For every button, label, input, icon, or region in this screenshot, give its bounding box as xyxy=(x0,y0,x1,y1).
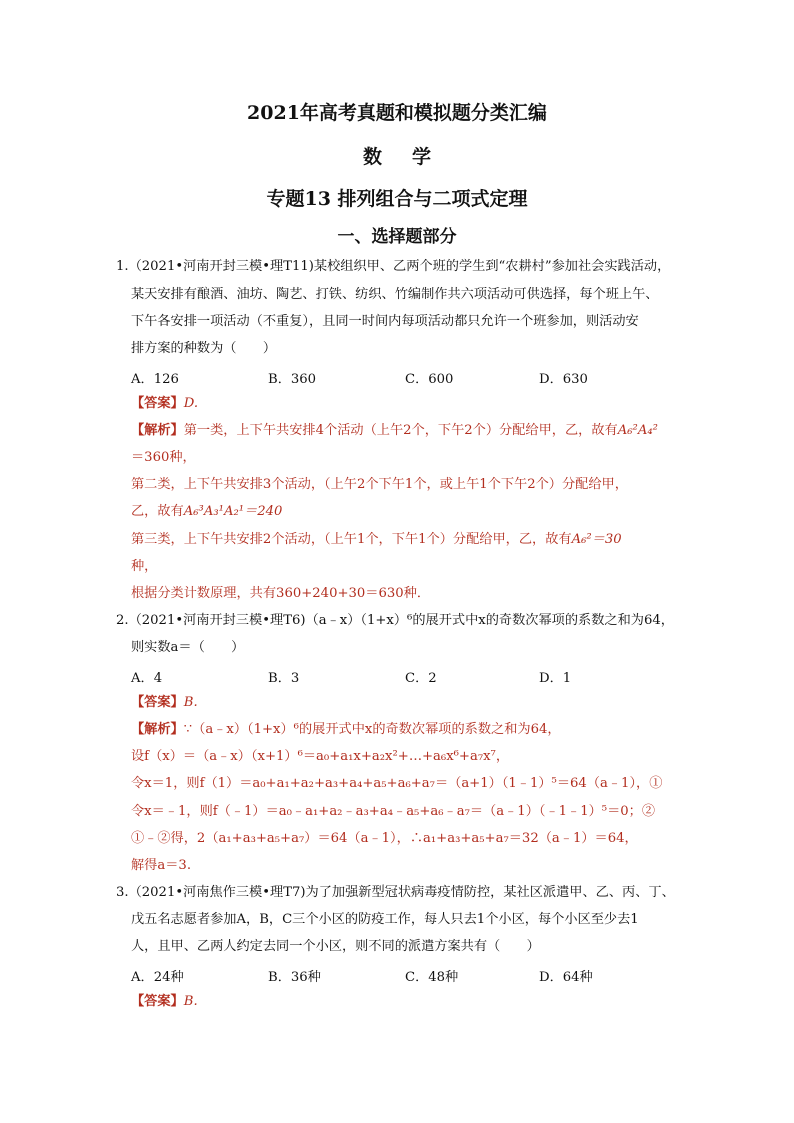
answer-label: 【答案】 xyxy=(131,396,184,411)
q3-stem-line-3: 人，且甲、乙两人约定去同一个小区，则不同的派遣方案共有（ ） xyxy=(131,939,540,954)
q1-stem-line-4: 排方案的种数为（ ） xyxy=(131,341,277,356)
q3-stem-line-2: 戊五名志愿者参加A，B，C三个小区的防疫工作，每人只去1个小区，每个小区至少去1 xyxy=(131,912,639,927)
topic-title: 专题13 排列组合与二项式定理 xyxy=(266,188,528,210)
q2-stem-line-1: 2.（2021•河南开封三模•理T6)（a﹣x）（1+x）⁶的展开式中x的奇数次幂项的系数之和为64， xyxy=(116,613,674,628)
q2-analysis-line-2: 设f（x）＝（a﹣x）（x+1）⁶＝a₀+a₁x+a₂x²+…+a₆x⁶+a₇x⁷， xyxy=(131,749,510,764)
answer-value: B. xyxy=(183,695,198,710)
q1-analysis-line-3: 第二类，上下午共安排3个活动，（上午2个下午1个，或上午1个下午2个）分配给甲， xyxy=(131,477,628,492)
q3-answer xyxy=(131,993,198,1011)
q2-option-d: D．1 xyxy=(539,671,572,686)
q1-analysis-text: 第三类，上下午共安排2个活动，（上午1个，下午1个）分配给甲，乙，故有 xyxy=(131,532,572,547)
q1-option-a: A．126 xyxy=(131,372,179,387)
q2-analysis-line-4: 令x＝﹣1，则f（﹣1）＝a₀﹣a₁+a₂﹣a₃+a₄﹣a₅+a₆﹣a₇＝（a﹣1）（﹣1﹣1）⁵＝0；② xyxy=(131,804,656,819)
q3-option-b: B．36种 xyxy=(268,970,321,985)
q2-option-a: A．4 xyxy=(131,671,163,686)
q1-analysis-text: 乙，故有 xyxy=(131,504,184,519)
section-title: 一、选择题部分 xyxy=(337,227,457,247)
q1-stem-line-2: 某天安排有酿酒、油坊、陶艺、打铁、纺织、竹编制作共六项活动可供选择，每个班上午、 xyxy=(131,287,659,302)
q1-analysis-line-4 xyxy=(131,503,282,521)
analysis-label: 【解析】 xyxy=(131,423,184,438)
q2-analysis-line-1 xyxy=(131,721,561,739)
q3-option-c: C．48种 xyxy=(405,970,459,985)
q2-analysis-line-3: 令x＝1，则f（1）＝a₀+a₁+a₂+a₃+a₄+a₅+a₆+a₇＝（a+1）（1﹣1）⁵＝64（a﹣1），① xyxy=(131,776,663,791)
q1-answer xyxy=(131,395,198,413)
q1-stem-line-3: 下午各安排一项活动（不重复），且同一时间内每项活动都只允许一个班参加，则活动安 xyxy=(131,314,639,329)
q1-expression: A₆²A₄² xyxy=(617,423,658,438)
q1-expression: A₆²＝30 xyxy=(571,532,622,547)
q1-analysis-line-2: ＝360种， xyxy=(131,450,196,465)
q1-option-c: C．600 xyxy=(405,372,454,387)
q2-option-b: B．3 xyxy=(268,671,300,686)
q1-analysis-text: 第一类，上下午共安排4个活动（上午2个，下午2个）分配给甲，乙，故有 xyxy=(183,423,618,438)
answer-value: D. xyxy=(183,396,199,411)
answer-label: 【答案】 xyxy=(131,994,184,1009)
q1-option-d: D．630 xyxy=(539,372,588,387)
analysis-label: 【解析】 xyxy=(131,722,184,737)
q1-analysis-line-6: 种， xyxy=(131,559,158,574)
q2-analysis-line-5: ①﹣②得，2（a₁+a₃+a₅+a₇）＝64（a﹣1），∴a₁+a₃+a₅+a₇＝32（a﹣1）＝64， xyxy=(131,831,638,846)
q2-answer xyxy=(131,694,198,712)
q3-stem-line-1: 3.（2021•河南焦作三模•理T7)为了加强新型冠状病毒疫情防控，某社区派遣甲、乙、丙、丁、 xyxy=(116,885,675,900)
document-title: 2021年高考真题和模拟题分类汇编 xyxy=(247,102,547,124)
q2-analysis-line-6: 解得a＝3. xyxy=(131,858,192,873)
q2-stem-line-2: 则实数a＝（ ） xyxy=(131,640,245,655)
q1-expression: A₆³A₃¹A₂¹＝240 xyxy=(183,504,283,519)
q1-analysis-line-1 xyxy=(131,422,658,440)
subject-title: 数学 xyxy=(362,146,461,168)
q1-analysis-line-7: 根据分类计数原理，共有360+240+30＝630种． xyxy=(131,586,431,601)
answer-value: B. xyxy=(183,994,198,1009)
q3-option-a: A．24种 xyxy=(131,970,184,985)
answer-label: 【答案】 xyxy=(131,695,184,710)
q2-analysis-text: ∵（a﹣x）（1+x）⁶的展开式中x的奇数次幂项的系数之和为64， xyxy=(183,722,561,737)
q2-option-c: C．2 xyxy=(405,671,437,686)
q3-option-d: D．64种 xyxy=(539,970,593,985)
q1-analysis-line-5 xyxy=(131,531,622,549)
q1-option-b: B．360 xyxy=(268,372,317,387)
q1-stem-line-1: 1.（2021•河南开封三模•理T11)某校组织甲、乙两个班的学生到“农耕村”参加社会实践活动， xyxy=(116,259,671,274)
